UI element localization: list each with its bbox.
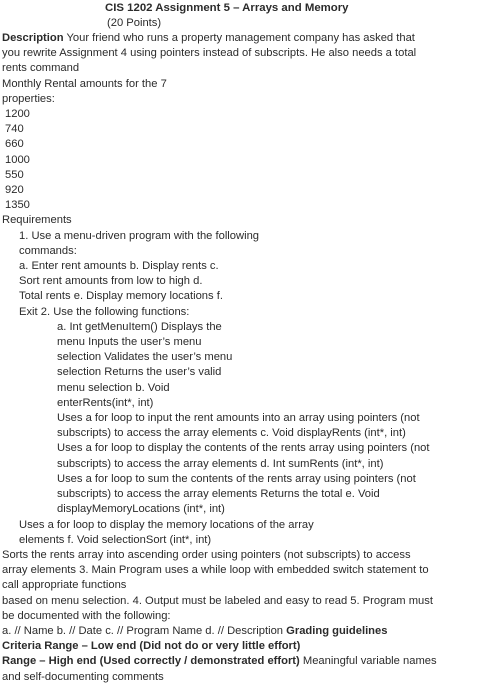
document-body bbox=[2, 31, 488, 685]
rent-value: 920 bbox=[5, 184, 24, 197]
requirement-line: Uses a for loop to display the memory locations of the array bbox=[19, 518, 314, 531]
body-line: array elements 3. Main Program uses a while loop with embedded switch statement to bbox=[2, 564, 429, 577]
documentation-line bbox=[2, 624, 488, 639]
requirement-line: Total rents e. Display memory locations f. bbox=[19, 290, 223, 303]
function-line: subscripts) to access the array elements Returns the total e. Void bbox=[57, 488, 380, 501]
body-line: based on menu selection. 4. Output must be labeled and easy to read 5. Program must bbox=[2, 594, 433, 607]
description-line-3: rents command bbox=[2, 62, 80, 75]
rent-value: 1200 bbox=[5, 108, 30, 121]
title-block bbox=[105, 1, 405, 30]
range-high-line bbox=[2, 654, 488, 669]
requirement-line: elements f. Void selectionSort (int*, int) bbox=[19, 533, 212, 546]
requirement-line: Sort rent amounts from low to high d. bbox=[19, 275, 203, 288]
description-line-1 bbox=[2, 31, 488, 46]
points-label: (20 Points) bbox=[107, 16, 162, 29]
function-line: subscripts) to access the array elements c. Void displayRents (int*, int) bbox=[57, 427, 406, 440]
requirement-line: commands: bbox=[19, 244, 77, 257]
function-line: menu selection b. Void bbox=[57, 381, 170, 394]
body-line: call appropriate functions bbox=[2, 579, 127, 592]
body-line: Sorts the rents array into ascending order using pointers (not subscripts) to access bbox=[2, 548, 411, 561]
criteria-line: Criteria Range – Low end (Did not do or very little effort) bbox=[2, 640, 301, 653]
rent-value: 1350 bbox=[5, 199, 30, 212]
rent-value: 660 bbox=[5, 138, 24, 151]
rent-value: 740 bbox=[5, 123, 24, 136]
page-title: CIS 1202 Assignment 5 – Arrays and Memory bbox=[105, 2, 349, 14]
function-line: Uses a for loop to input the rent amounts into an array using pointers (not bbox=[57, 412, 420, 425]
function-line: displayMemoryLocations (int*, int) bbox=[57, 503, 225, 516]
documentation-text: a. // Name b. // Date c. // Program Name d. // Description bbox=[2, 624, 287, 637]
function-line: subscripts) to access the array elements d. Int sumRents (int*, int) bbox=[57, 457, 384, 470]
description-label: Description bbox=[2, 32, 64, 44]
monthly-line-1: Monthly Rental amounts for the 7 bbox=[2, 77, 167, 90]
meaningful-text: Meaningful variable names bbox=[299, 655, 437, 668]
description-line-2: you rewrite Assignment 4 using pointers instead of subscripts. He also needs a total bbox=[2, 47, 417, 60]
monthly-line-2: properties: bbox=[2, 92, 55, 105]
requirements-heading: Requirements bbox=[2, 214, 72, 227]
rent-value: 1000 bbox=[5, 153, 30, 166]
function-line: selection Returns the user’s valid bbox=[57, 366, 222, 379]
function-line: enterRents(int*, int) bbox=[57, 396, 154, 409]
function-line: a. Int getMenuItem() Displays the bbox=[57, 320, 222, 333]
function-line: Uses a for loop to sum the contents of the rents array using pointers (not bbox=[57, 472, 416, 485]
requirement-line: 1. Use a menu-driven program with the following bbox=[19, 229, 260, 242]
function-line: menu Inputs the user’s menu bbox=[57, 336, 202, 349]
requirement-line: Exit 2. Use the following functions: bbox=[19, 305, 190, 318]
rent-value: 550 bbox=[5, 168, 24, 181]
function-line: selection Validates the user’s menu bbox=[57, 351, 233, 364]
last-line: and self-documenting comments bbox=[2, 670, 164, 683]
body-line: be documented with the following: bbox=[2, 609, 171, 622]
grading-guidelines-label: Grading guidelines bbox=[286, 624, 388, 637]
description-text-1: Your friend who runs a property management company has asked that bbox=[63, 32, 415, 44]
function-line: Uses a for loop to display the contents of the rents array using pointers (not bbox=[57, 442, 430, 455]
range-high-label: Range – High end (Used correctly / demonstrated effort) bbox=[2, 655, 300, 668]
requirement-line: a. Enter rent amounts b. Display rents c. bbox=[19, 260, 219, 273]
